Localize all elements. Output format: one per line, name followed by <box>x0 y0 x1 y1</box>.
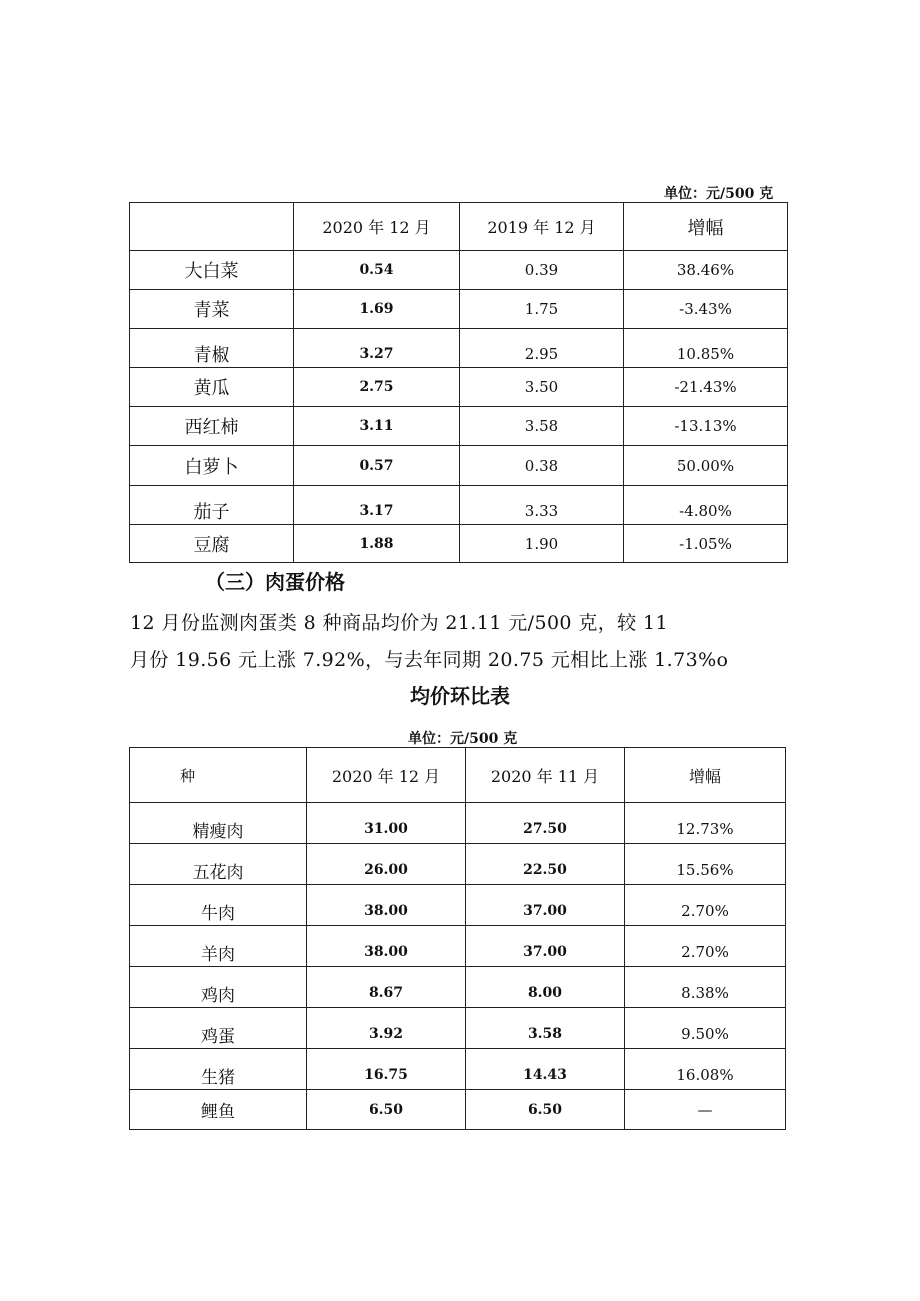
veg-header-change: 增幅 <box>624 203 788 251</box>
meat-prev-price: 14.43 <box>466 1049 625 1090</box>
table-row <box>130 1049 786 1090</box>
veg-current-price: 0.57 <box>294 446 460 486</box>
veg-prev-price: 1.75 <box>460 290 624 329</box>
veg-current-price: 3.17 <box>294 486 460 525</box>
veg-header-current: 2020 年 12 月 <box>294 203 460 251</box>
table-row <box>130 290 788 329</box>
table-row <box>130 486 788 525</box>
veg-item-name: 青椒 <box>130 329 294 368</box>
veg-item-name: 茄子 <box>130 486 294 525</box>
meat-current-price: 6.50 <box>307 1090 466 1130</box>
veg-prev-price: 3.58 <box>460 407 624 446</box>
meat-item-name: 牛肉 <box>130 885 307 926</box>
veg-current-price: 3.11 <box>294 407 460 446</box>
meat-item-name: 鲤鱼 <box>130 1090 307 1130</box>
meat-prev-price: 3.58 <box>466 1008 625 1049</box>
veg-prev-price: 1.90 <box>460 525 624 563</box>
meat-change: 8.38% <box>625 967 786 1008</box>
meat-unit-label: 单位：元/500 克 <box>408 731 518 747</box>
veg-current-price: 0.54 <box>294 251 460 290</box>
veg-current-price: 1.88 <box>294 525 460 563</box>
paragraph-line-1: 12 月份监测肉蛋类 8 种商品均价为 21.11 元/500 克，较 11 <box>130 612 668 634</box>
meat-change: 9.50% <box>625 1008 786 1049</box>
table-row <box>130 926 786 967</box>
table-row <box>130 251 788 290</box>
veg-item-name: 豆腐 <box>130 525 294 563</box>
veg-change: -13.13% <box>624 407 788 446</box>
meat-price-table <box>129 747 786 1130</box>
meat-current-price: 38.00 <box>307 926 466 967</box>
meat-change: 2.70% <box>625 885 786 926</box>
table-row <box>130 885 786 926</box>
table-row <box>130 844 786 885</box>
meat-current-price: 3.92 <box>307 1008 466 1049</box>
veg-prev-price: 0.38 <box>460 446 624 486</box>
meat-current-price: 8.67 <box>307 967 466 1008</box>
veg-current-price: 3.27 <box>294 329 460 368</box>
meat-item-name: 鸡蛋 <box>130 1008 307 1049</box>
veg-prev-price: 3.33 <box>460 486 624 525</box>
meat-prev-price: 22.50 <box>466 844 625 885</box>
meat-header-change: 增幅 <box>625 748 786 803</box>
table-row <box>130 407 788 446</box>
meat-prev-price: 8.00 <box>466 967 625 1008</box>
meat-prev-price: 6.50 <box>466 1090 625 1130</box>
veg-price-table <box>129 202 788 563</box>
veg-item-name: 青菜 <box>130 290 294 329</box>
veg-change: -1.05% <box>624 525 788 563</box>
veg-unit-label: 单位：元/500 克 <box>664 186 774 202</box>
table-row <box>130 1008 786 1049</box>
veg-current-price: 2.75 <box>294 368 460 407</box>
table-row <box>130 1090 786 1130</box>
veg-change: -21.43% <box>624 368 788 407</box>
section-heading: （三）肉蛋价格 <box>205 570 345 594</box>
meat-change: 15.56% <box>625 844 786 885</box>
table-row <box>130 967 786 1008</box>
veg-change: 10.85% <box>624 329 788 368</box>
table-row <box>130 446 788 486</box>
table-row <box>130 329 788 368</box>
veg-change: 50.00% <box>624 446 788 486</box>
veg-header-prev: 2019 年 12 月 <box>460 203 624 251</box>
meat-current-price: 38.00 <box>307 885 466 926</box>
veg-header-row <box>130 203 788 251</box>
meat-prev-price: 37.00 <box>466 885 625 926</box>
meat-header-current: 2020 年 12 月 <box>307 748 466 803</box>
meat-current-price: 16.75 <box>307 1049 466 1090</box>
meat-header-row <box>130 748 786 803</box>
table-row <box>130 525 788 563</box>
veg-header-blank <box>130 203 294 251</box>
veg-prev-price: 3.50 <box>460 368 624 407</box>
meat-item-name: 生猪 <box>130 1049 307 1090</box>
meat-change: 16.08% <box>625 1049 786 1090</box>
veg-change: 38.46% <box>624 251 788 290</box>
meat-item-name: 羊肉 <box>130 926 307 967</box>
veg-prev-price: 2.95 <box>460 329 624 368</box>
meat-prev-price: 27.50 <box>466 803 625 844</box>
veg-item-name: 白萝卜 <box>130 446 294 486</box>
veg-item-name: 西红柿 <box>130 407 294 446</box>
paragraph-line-2: 月份 19.56 元上涨 7.92%，与去年同期 20.75 元相比上涨 1.73%o <box>130 649 729 671</box>
meat-prev-price: 37.00 <box>466 926 625 967</box>
meat-table-title: 均价环比表 <box>410 684 510 708</box>
veg-item-name: 大白菜 <box>130 251 294 290</box>
veg-current-price: 1.69 <box>294 290 460 329</box>
meat-item-name: 五花肉 <box>130 844 307 885</box>
meat-change: 2.70% <box>625 926 786 967</box>
meat-item-name: 精瘦肉 <box>130 803 307 844</box>
table-row <box>130 368 788 407</box>
meat-current-price: 26.00 <box>307 844 466 885</box>
veg-change: -3.43% <box>624 290 788 329</box>
meat-header-prev: 2020 年 11 月 <box>466 748 625 803</box>
veg-change: -4.80% <box>624 486 788 525</box>
meat-current-price: 31.00 <box>307 803 466 844</box>
meat-change: 12.73% <box>625 803 786 844</box>
table-row <box>130 803 786 844</box>
meat-header-kind: 种 <box>130 748 307 803</box>
veg-item-name: 黄瓜 <box>130 368 294 407</box>
meat-item-name: 鸡肉 <box>130 967 307 1008</box>
meat-change: — <box>625 1090 786 1130</box>
veg-prev-price: 0.39 <box>460 251 624 290</box>
